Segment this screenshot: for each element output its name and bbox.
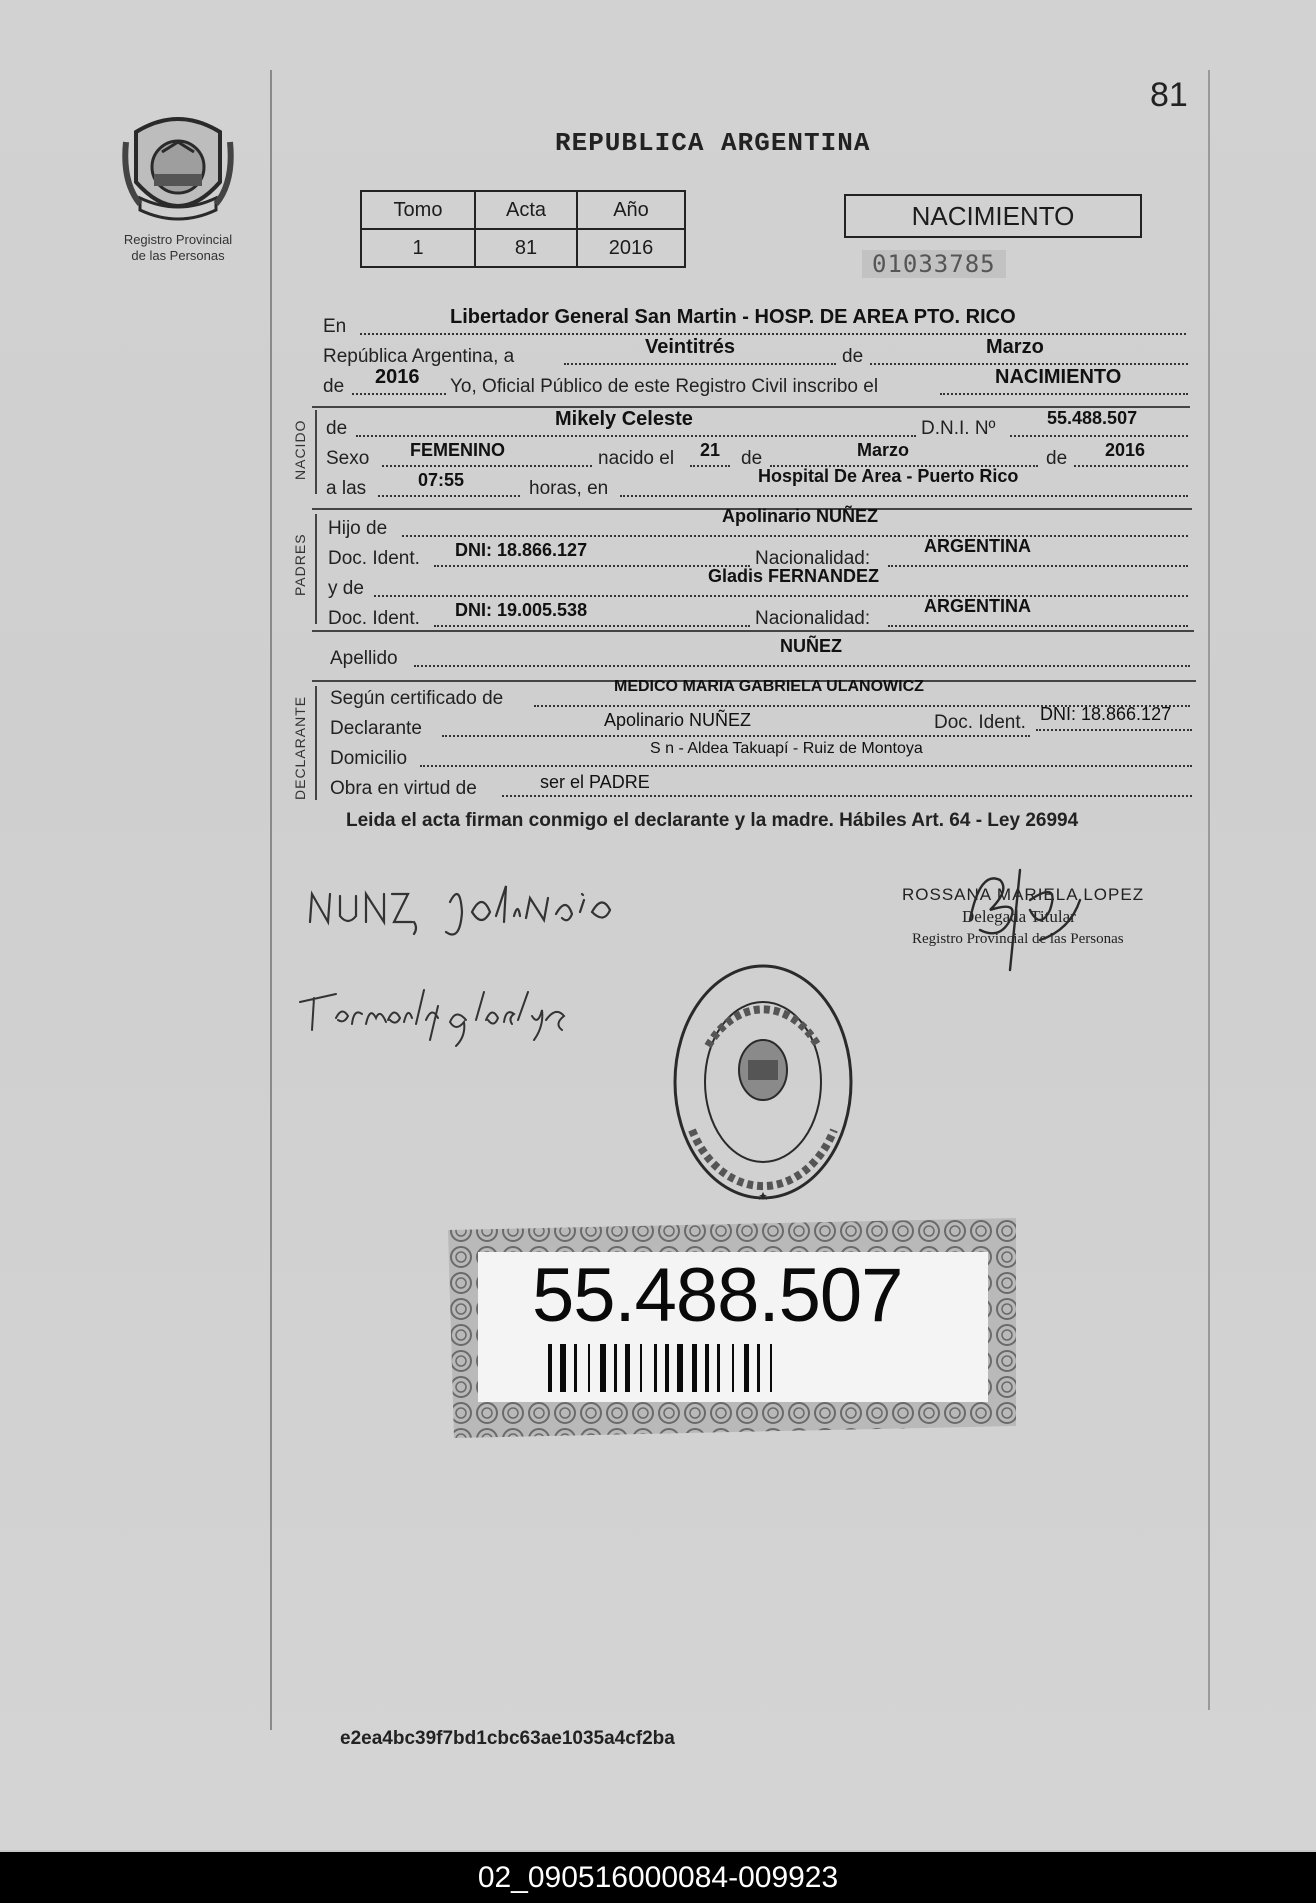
y-de-label: y de <box>328 578 364 599</box>
dotted-line <box>352 393 446 395</box>
province-logo <box>118 112 238 264</box>
horas-label: horas, en <box>529 478 609 499</box>
registration-day: Veintitrés <box>645 336 736 358</box>
republica-label: República Argentina, a <box>323 346 515 367</box>
certificate-issuer: MEDICO MARIA GABRIELA ULANOWICZ <box>614 678 924 695</box>
barcode-bar <box>757 1344 760 1392</box>
father-name: Apolinario NUÑEZ <box>722 506 878 526</box>
dotted-line <box>1010 435 1188 437</box>
birth-time: 07:55 <box>418 470 465 490</box>
sexo-label: Sexo <box>326 448 370 469</box>
dotted-line <box>402 535 1188 537</box>
registration-place: Libertador General San Martin - HOSP. DE AREA PTO. RICO <box>450 306 1016 328</box>
dotted-line <box>374 595 1188 597</box>
birth-de-label: de <box>741 448 763 469</box>
reference-table <box>360 190 686 268</box>
logo-caption: Registro Provincial de las Personas <box>123 232 233 263</box>
dotted-line <box>382 465 592 467</box>
official-stamp <box>668 960 858 1215</box>
registration-month: Marzo <box>986 336 1044 358</box>
dotted-line <box>1036 729 1192 731</box>
child-dni: 55.488.507 <box>1047 408 1138 428</box>
barcode-bar <box>744 1344 749 1392</box>
barcode-bar <box>548 1344 552 1392</box>
left-margin-rule <box>270 70 272 1730</box>
obra-label: Obra en virtud de <box>330 778 477 799</box>
father-nationality: ARGENTINA <box>924 536 1031 556</box>
barcode-bar <box>717 1344 720 1392</box>
child-name: Mikely Celeste <box>555 408 693 430</box>
registration-year: 2016 <box>375 366 420 388</box>
father-doc-label: Doc. Ident. <box>328 548 420 569</box>
barcode-bar <box>654 1344 657 1392</box>
dotted-line <box>940 393 1188 395</box>
mother-nationality: ARGENTINA <box>924 596 1031 616</box>
mother-name: Gladis FERNANDEZ <box>708 566 880 586</box>
de-label: de <box>323 376 345 397</box>
birth-month: Marzo <box>857 440 910 460</box>
right-margin-rule <box>1208 70 1210 1710</box>
certificado-label: Según certificado de <box>330 688 504 709</box>
barcode-bar <box>705 1344 709 1392</box>
barcode-number: 55.488.507 <box>532 1253 903 1338</box>
reference-table-value-row <box>361 229 685 267</box>
dotted-line <box>378 495 520 497</box>
padres-section-label: PADRES <box>292 533 308 596</box>
official-org: Registro Provincial de las Personas <box>912 931 1124 947</box>
father-signature <box>300 872 630 942</box>
hijo-de-label: Hijo de <box>328 518 388 539</box>
page-title: REPUBLICA ARGENTINA <box>555 128 871 158</box>
stamp-seal-icon <box>668 960 858 1210</box>
footer-id: 02_090516000084-009923 <box>477 1861 839 1894</box>
mother-doc: DNI: 19.005.538 <box>455 600 588 620</box>
declarant-doc-label: Doc. Ident. <box>934 712 1026 733</box>
declarant-address: S n - Aldea Takuapí - Ruiz de Montoya <box>650 740 923 757</box>
mother-signature <box>296 980 596 1050</box>
child-sex: FEMENINO <box>410 440 506 460</box>
nacido-el-label: nacido el <box>598 448 675 469</box>
ref-value-acta: 81 <box>475 229 577 267</box>
dotted-line <box>690 465 730 467</box>
barcode-bar <box>588 1344 590 1392</box>
coat-of-arms-icon <box>122 112 234 230</box>
barcode-bar <box>640 1344 642 1392</box>
dotted-line <box>420 765 1192 767</box>
dni-label: D.N.I. Nº <box>921 418 996 439</box>
ref-value-tomo: 1 <box>361 229 475 267</box>
dotted-line <box>888 565 1188 567</box>
barcode-bar <box>665 1344 669 1392</box>
dotted-line <box>620 495 1188 497</box>
reference-table-header-row <box>361 191 685 229</box>
act-kind: NACIMIENTO <box>995 366 1122 388</box>
barcode-bar <box>692 1344 697 1392</box>
de-label: de <box>842 346 864 367</box>
dotted-line <box>360 333 1186 335</box>
barcode-bar <box>677 1344 683 1392</box>
barcode-bar <box>560 1344 566 1392</box>
barcode-bar <box>770 1344 772 1392</box>
declarante-label: Declarante <box>330 718 422 739</box>
official-signature <box>940 860 1090 980</box>
domicilio-label: Domicilio <box>330 748 408 769</box>
father-doc: DNI: 18.866.127 <box>455 540 588 560</box>
dotted-line <box>434 625 750 627</box>
declarante-bracket <box>315 686 317 800</box>
page-number: 81 <box>1150 76 1188 114</box>
footer-id-bar <box>0 1852 1316 1903</box>
apellido-value: NUÑEZ <box>780 636 842 656</box>
dotted-line <box>870 363 1188 365</box>
dotted-line <box>564 363 836 365</box>
barcode-bar <box>574 1344 577 1392</box>
birth-de-label-2: de <box>1046 448 1068 469</box>
document-hash: e2ea4bc39f7bd1cbc63ae1035a4cf2ba <box>340 1728 675 1749</box>
declarant-name: Apolinario NUÑEZ <box>604 710 752 730</box>
birth-place: Hospital De Area - Puerto Rico <box>758 466 1019 486</box>
mother-doc-label: Doc. Ident. <box>328 608 420 629</box>
official-name: ROSSANA MARIELA LOPEZ <box>902 885 1145 904</box>
official-role: Delegada Titular <box>962 907 1076 926</box>
nacido-bracket <box>315 410 317 494</box>
nacido-section-label: NACIDO <box>292 419 308 480</box>
birth-day: 21 <box>700 440 721 460</box>
declarant-doc: DNI: 18.866.127 <box>1040 704 1172 724</box>
section-divider <box>312 630 1194 632</box>
declarante-section-label: DECLARANTE <box>292 695 308 800</box>
nacido-de-label: de <box>326 418 348 439</box>
ref-header-anio: Año <box>577 191 685 229</box>
declarant-relationship: ser el PADRE <box>540 772 650 792</box>
dotted-line <box>414 665 1190 667</box>
ref-header-tomo: Tomo <box>361 191 475 229</box>
barcode-bar <box>732 1344 734 1392</box>
dotted-line <box>356 435 916 437</box>
act-type-box: NACIMIENTO <box>844 194 1142 238</box>
barcode-bar <box>600 1344 606 1392</box>
officer-text: Yo, Oficial Público de este Registro Civil inscribo el <box>450 376 879 397</box>
dotted-line <box>888 625 1188 627</box>
father-nat-label: Nacionalidad: <box>755 548 871 569</box>
apellido-label: Apellido <box>330 648 398 669</box>
dotted-line <box>434 565 750 567</box>
dotted-line <box>442 735 1030 737</box>
serial-number: 01033785 <box>862 250 1006 278</box>
en-label: En <box>323 316 347 337</box>
birth-year: 2016 <box>1105 440 1146 460</box>
padres-bracket <box>315 514 317 624</box>
barcode-sticker <box>448 1218 1016 1438</box>
legal-statement: Leida el acta firman conmigo el declarante y la madre. Hábiles Art. 64 - Ley 26994 <box>346 810 1079 831</box>
barcode-bar <box>614 1344 617 1392</box>
dotted-line <box>1074 465 1188 467</box>
ref-value-anio: 2016 <box>577 229 685 267</box>
dotted-line <box>502 795 1192 797</box>
barcode-bar <box>625 1344 630 1392</box>
ref-header-acta: Acta <box>475 191 577 229</box>
mother-nat-label: Nacionalidad: <box>755 608 871 629</box>
a-las-label: a las <box>326 478 367 499</box>
